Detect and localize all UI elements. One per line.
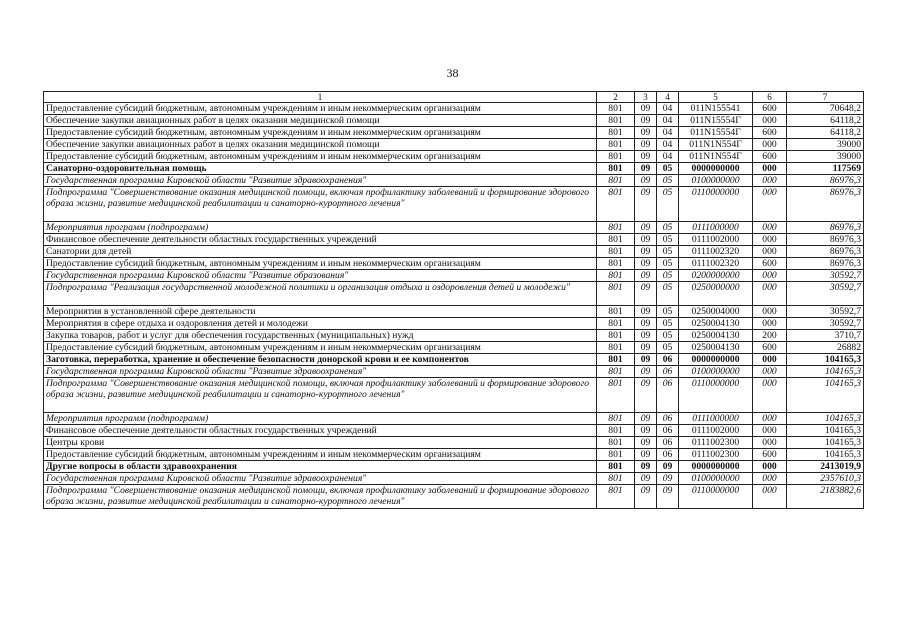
table-row [44,282,864,306]
row-code-section: 09 [635,354,657,366]
row-name: Центры крови [44,437,597,449]
row-code-section: 09 [635,175,657,187]
row-amount: 2357610,3 [787,473,864,485]
row-code-expense-type: 200 [753,330,787,342]
row-code-subsection: 05 [657,270,679,282]
row-name: Предоставление субсидий бюджетным, автономным учреждениям и иным некоммерческим организациям [44,258,597,270]
row-code-target: 0110000000 [679,187,753,222]
row-amount: 104165,3 [787,413,864,425]
row-code-expense-type: 000 [753,270,787,282]
row-amount: 104165,3 [787,354,864,366]
row-code-section: 09 [635,270,657,282]
row-code-subsection: 05 [657,306,679,318]
row-code-subsection: 05 [657,187,679,222]
row-amount: 104165,3 [787,449,864,461]
row-code-expense-type: 000 [753,282,787,306]
row-code-ministry: 801 [597,139,635,151]
row-code-subsection: 04 [657,151,679,163]
row-code-expense-type: 000 [753,246,787,258]
table-row [44,378,864,413]
row-code-ministry: 801 [597,449,635,461]
row-amount: 30592,7 [787,306,864,318]
row-code-expense-type: 000 [753,413,787,425]
row-code-ministry: 801 [597,234,635,246]
budget-table [43,91,864,509]
row-code-subsection: 05 [657,258,679,270]
row-name: Предоставление субсидий бюджетным, автономным учреждениям и иным некоммерческим организациям [44,103,597,115]
row-code-target: 011N15554Г [679,115,753,127]
row-name: Закупка товаров, работ и услуг для обеспечения государственных (муниципальных) нужд [44,330,597,342]
column-header: 3 [635,92,657,103]
row-code-expense-type: 000 [753,115,787,127]
row-code-section: 09 [635,473,657,485]
row-name: Подпрограмма "Реализация государственной молодежной политики и организация отдыха и оздоровления детей и молодежи" [44,282,597,306]
row-name: Другие вопросы в области здравоохранения [44,461,597,473]
table-row [44,175,864,187]
row-code-section: 09 [635,103,657,115]
row-amount: 117569 [787,163,864,175]
row-code-target: 0111000000 [679,413,753,425]
row-code-subsection: 05 [657,330,679,342]
row-name: Государственная программа Кировской области "Развитие здравоохранения" [44,473,597,485]
row-code-target: 0250004000 [679,306,753,318]
row-name: Финансовое обеспечение деятельности областных государственных учреждений [44,234,597,246]
row-name: Государственная программа Кировской области "Развитие здравоохранения" [44,366,597,378]
row-amount: 86976,3 [787,175,864,187]
row-amount: 104165,3 [787,366,864,378]
table-row [44,139,864,151]
row-code-target: 0111002300 [679,449,753,461]
row-code-target: 0100000000 [679,175,753,187]
table-row [44,485,864,509]
column-header: 1 [44,92,597,103]
table-row [44,127,864,139]
row-name: Предоставление субсидий бюджетным, автономным учреждениям и иным некоммерческим организациям [44,127,597,139]
row-code-section: 09 [635,151,657,163]
row-code-expense-type: 600 [753,342,787,354]
table-row [44,103,864,115]
table-body [44,103,864,509]
row-code-subsection: 06 [657,437,679,449]
row-code-section: 09 [635,115,657,127]
row-code-expense-type: 000 [753,175,787,187]
row-code-section: 09 [635,437,657,449]
table-row [44,425,864,437]
table-row [44,187,864,222]
row-code-subsection: 05 [657,342,679,354]
row-code-target: 0111002000 [679,234,753,246]
table-row [44,306,864,318]
row-code-expense-type: 000 [753,485,787,509]
row-code-section: 09 [635,366,657,378]
row-code-expense-type: 000 [753,318,787,330]
table-row [44,449,864,461]
row-code-section: 09 [635,234,657,246]
row-code-expense-type: 000 [753,163,787,175]
row-code-subsection: 04 [657,115,679,127]
row-code-subsection: 09 [657,485,679,509]
row-code-expense-type: 600 [753,151,787,163]
row-code-expense-type: 000 [753,461,787,473]
row-code-target: 0111002320 [679,246,753,258]
row-code-ministry: 801 [597,282,635,306]
row-code-expense-type: 000 [753,306,787,318]
row-name: Государственная программа Кировской области "Развитие образования" [44,270,597,282]
row-code-target: 0250004130 [679,342,753,354]
row-amount: 30592,7 [787,318,864,330]
row-code-section: 09 [635,330,657,342]
row-code-ministry: 801 [597,127,635,139]
row-name: Мероприятия в сфере отдыха и оздоровления детей и молодежи [44,318,597,330]
row-code-subsection: 04 [657,103,679,115]
row-amount: 104165,3 [787,425,864,437]
row-name: Подпрограмма "Совершенствование оказания медицинской помощи, включая профилактику заболеваний и формирование здорового образа жизни, развитие медицинской реабилитации и санаторно-курортного лечения" [44,187,597,222]
row-code-section: 09 [635,282,657,306]
table-row [44,222,864,234]
row-code-subsection: 05 [657,318,679,330]
row-code-subsection: 05 [657,282,679,306]
table-row [44,473,864,485]
row-code-ministry: 801 [597,151,635,163]
row-code-target: 0250004130 [679,318,753,330]
row-code-expense-type: 000 [753,139,787,151]
row-amount: 86976,3 [787,258,864,270]
row-code-ministry: 801 [597,330,635,342]
row-code-ministry: 801 [597,222,635,234]
row-code-ministry: 801 [597,473,635,485]
row-amount: 70648,2 [787,103,864,115]
row-name: Санатории для детей [44,246,597,258]
table-row [44,366,864,378]
row-amount: 26882 [787,342,864,354]
row-amount: 30592,7 [787,270,864,282]
column-header: 5 [679,92,753,103]
table-row [44,413,864,425]
column-header: 7 [787,92,864,103]
row-code-section: 09 [635,485,657,509]
table-row [44,330,864,342]
row-code-expense-type: 000 [753,437,787,449]
row-code-target: 011N1N554Г [679,151,753,163]
row-code-subsection: 05 [657,163,679,175]
row-name: Мероприятия программ (подпрограмм) [44,413,597,425]
row-code-ministry: 801 [597,378,635,413]
row-code-section: 09 [635,342,657,354]
row-code-subsection: 06 [657,366,679,378]
table-row [44,437,864,449]
row-code-expense-type: 000 [753,366,787,378]
row-code-section: 09 [635,306,657,318]
row-name: Подпрограмма "Совершенствование оказания медицинской помощи, включая профилактику заболеваний и формирование здорового образа жизни, развитие медицинской реабилитации и санаторно-курортного лечения" [44,485,597,509]
row-code-ministry: 801 [597,366,635,378]
table-row [44,115,864,127]
row-code-ministry: 801 [597,103,635,115]
column-header: 6 [753,92,787,103]
row-code-ministry: 801 [597,270,635,282]
row-amount: 86976,3 [787,246,864,258]
column-header: 4 [657,92,679,103]
row-code-section: 09 [635,413,657,425]
row-code-subsection: 06 [657,425,679,437]
row-code-target: 0000000000 [679,354,753,366]
row-code-target: 0250000000 [679,282,753,306]
table-row [44,461,864,473]
table-row [44,342,864,354]
row-code-subsection: 06 [657,378,679,413]
row-name: Мероприятия в установленной сфере деятельности [44,306,597,318]
row-code-expense-type: 000 [753,222,787,234]
row-code-target: 0111002300 [679,437,753,449]
row-code-section: 09 [635,139,657,151]
row-amount: 104165,3 [787,378,864,413]
row-code-expense-type: 000 [753,473,787,485]
row-code-ministry: 801 [597,461,635,473]
row-code-subsection: 05 [657,246,679,258]
row-code-section: 09 [635,222,657,234]
row-name: Заготовка, переработка, хранение и обеспечение безопасности донорской крови и ее компонентов [44,354,597,366]
row-code-ministry: 801 [597,306,635,318]
row-name: Обеспечение закупки авиационных работ в целях оказания медицинской помощи [44,139,597,151]
row-code-ministry: 801 [597,187,635,222]
row-code-section: 09 [635,449,657,461]
row-code-target: 0111002000 [679,425,753,437]
row-code-target: 0000000000 [679,163,753,175]
row-code-target: 0111002320 [679,258,753,270]
row-amount: 64118,2 [787,115,864,127]
row-code-subsection: 06 [657,413,679,425]
row-code-section: 09 [635,461,657,473]
row-code-subsection: 09 [657,473,679,485]
row-amount: 2183882,6 [787,485,864,509]
row-amount: 86976,3 [787,187,864,222]
row-code-ministry: 801 [597,318,635,330]
row-name: Мероприятия программ (подпрограмм) [44,222,597,234]
row-code-ministry: 801 [597,485,635,509]
row-code-target: 011N155541 [679,103,753,115]
row-amount: 104165,3 [787,437,864,449]
row-code-target: 0110000000 [679,378,753,413]
row-code-expense-type: 000 [753,378,787,413]
row-code-ministry: 801 [597,258,635,270]
table-row [44,318,864,330]
row-code-subsection: 06 [657,449,679,461]
table-row [44,246,864,258]
row-name: Санаторно-оздоровительная помощь [44,163,597,175]
row-code-section: 09 [635,187,657,222]
row-code-section: 09 [635,258,657,270]
row-code-subsection: 05 [657,234,679,246]
row-code-section: 09 [635,318,657,330]
row-code-expense-type: 600 [753,103,787,115]
row-name: Обеспечение закупки авиационных работ в целях оказания медицинской помощи [44,115,597,127]
row-code-target: 0250004130 [679,330,753,342]
row-code-target: 0000000000 [679,461,753,473]
table-header-row [44,92,864,103]
row-code-ministry: 801 [597,413,635,425]
row-amount: 30592,7 [787,282,864,306]
row-code-target: 011N15554Г [679,127,753,139]
row-amount: 39000 [787,139,864,151]
row-amount: 64118,2 [787,127,864,139]
row-code-ministry: 801 [597,246,635,258]
row-code-section: 09 [635,163,657,175]
row-code-target: 0110000000 [679,485,753,509]
row-code-expense-type: 000 [753,354,787,366]
row-code-expense-type: 000 [753,187,787,222]
row-code-ministry: 801 [597,163,635,175]
row-code-section: 09 [635,378,657,413]
row-code-ministry: 801 [597,425,635,437]
row-amount: 86976,3 [787,222,864,234]
row-amount: 2413019,9 [787,461,864,473]
row-code-section: 09 [635,425,657,437]
row-name: Предоставление субсидий бюджетным, автономным учреждениям и иным некоммерческим организациям [44,151,597,163]
row-code-expense-type: 000 [753,425,787,437]
row-code-ministry: 801 [597,437,635,449]
row-code-expense-type: 600 [753,449,787,461]
page-number: 38 [446,66,459,80]
row-code-target: 011N1N554Г [679,139,753,151]
row-code-target: 0111000000 [679,222,753,234]
row-amount: 3710,7 [787,330,864,342]
row-amount: 86976,3 [787,234,864,246]
table-row [44,163,864,175]
row-code-subsection: 06 [657,354,679,366]
row-code-expense-type: 600 [753,258,787,270]
table-row [44,151,864,163]
table-row [44,258,864,270]
row-name: Финансовое обеспечение деятельности областных государственных учреждений [44,425,597,437]
row-code-ministry: 801 [597,175,635,187]
row-code-subsection: 05 [657,222,679,234]
row-name: Предоставление субсидий бюджетным, автономным учреждениям и иным некоммерческим организациям [44,342,597,354]
row-code-target: 0100000000 [679,473,753,485]
column-header: 2 [597,92,635,103]
row-code-ministry: 801 [597,342,635,354]
row-code-subsection: 04 [657,139,679,151]
row-code-expense-type: 000 [753,234,787,246]
table-row [44,234,864,246]
row-code-ministry: 801 [597,354,635,366]
row-code-subsection: 05 [657,175,679,187]
row-code-target: 0100000000 [679,366,753,378]
table-row [44,354,864,366]
row-name: Подпрограмма "Совершенствование оказания медицинской помощи, включая профилактику заболеваний и формирование здорового образа жизни, развитие медицинской реабилитации и санаторно-курортного лечения" [44,378,597,413]
table-row [44,270,864,282]
row-code-target: 0200000000 [679,270,753,282]
row-code-ministry: 801 [597,115,635,127]
row-code-subsection: 09 [657,461,679,473]
row-code-subsection: 04 [657,127,679,139]
row-name: Предоставление субсидий бюджетным, автономным учреждениям и иным некоммерческим организациям [44,449,597,461]
row-name: Государственная программа Кировской области "Развитие здравоохранения" [44,175,597,187]
row-amount: 39000 [787,151,864,163]
row-code-expense-type: 600 [753,127,787,139]
row-code-section: 09 [635,127,657,139]
row-code-section: 09 [635,246,657,258]
